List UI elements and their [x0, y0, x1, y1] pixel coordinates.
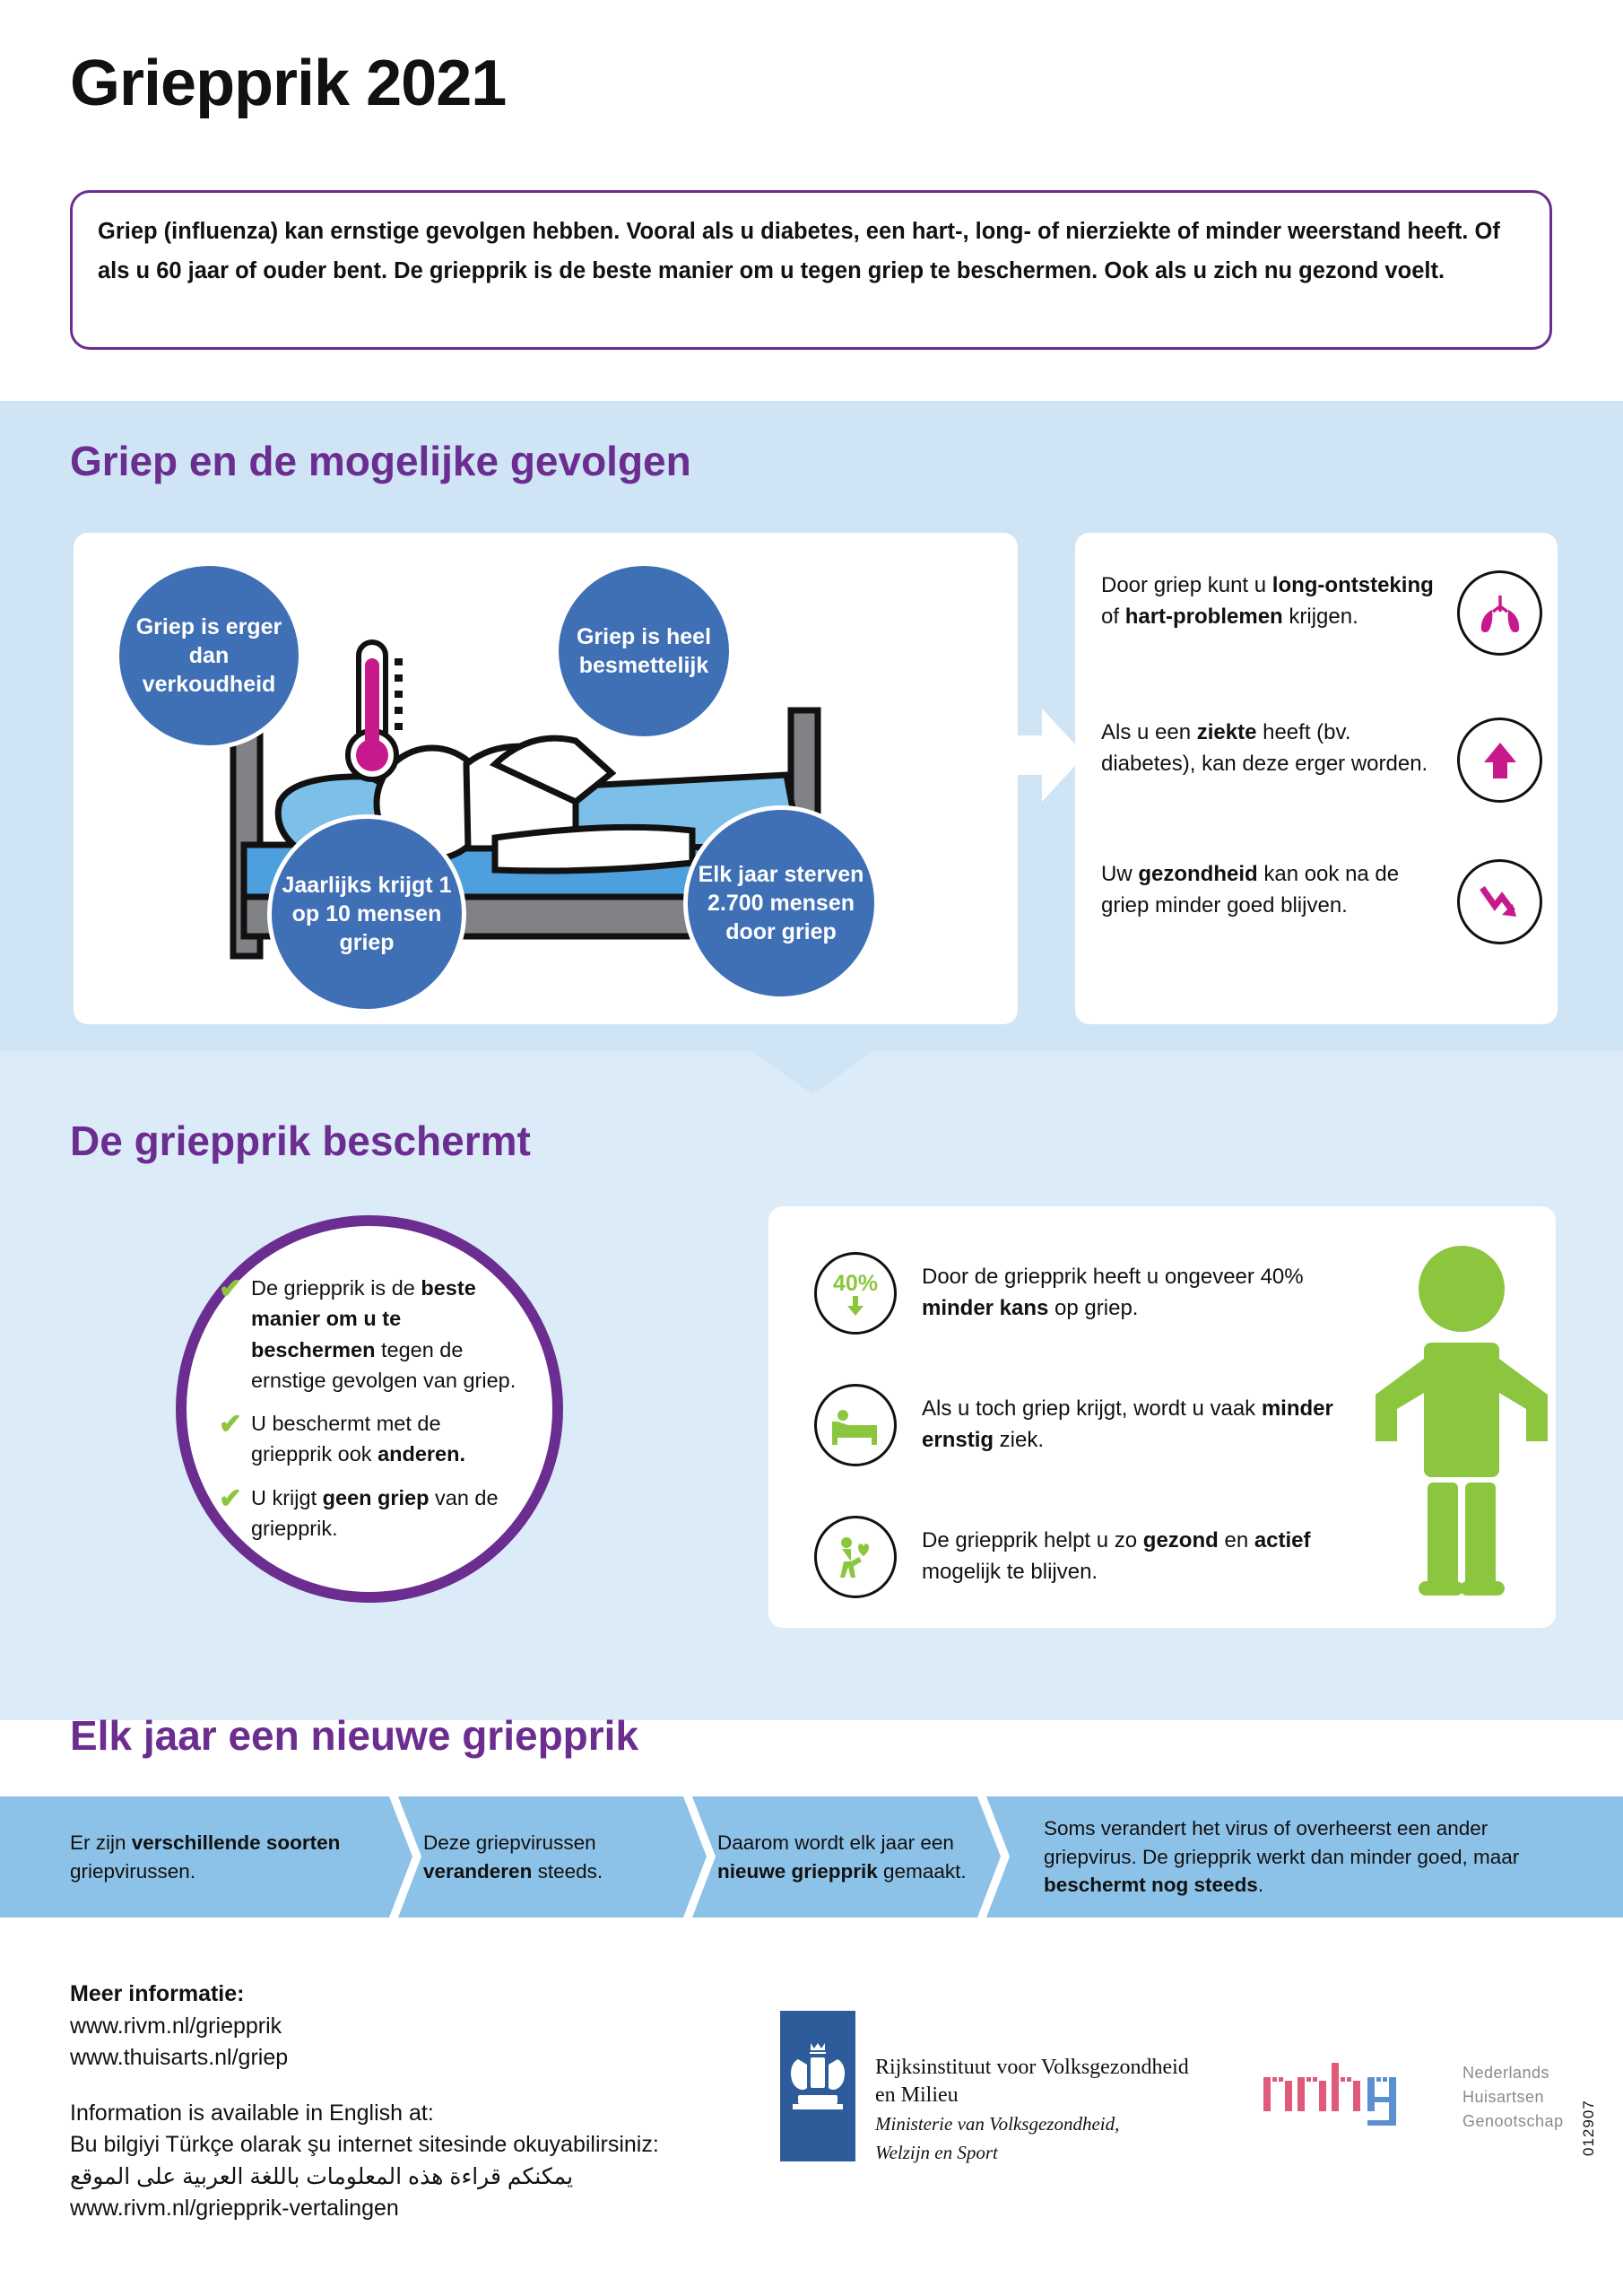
english-note: Information is available in English at: — [70, 2100, 434, 2126]
check-text: U krijgt geen griep van de griepprik. — [250, 1485, 499, 1541]
step-text: Soms verandert het virus of overheerst een ander griepvirus. De griepprik werkt dan minder goed, maar beschermt nog steeds. — [1044, 1816, 1520, 1897]
rivm-ministry-line2: Welzijn en Sport — [875, 2141, 998, 2163]
benefit-text: De griepprik helpt u zo gezond en actief mogelijk te blijven. — [922, 1528, 1311, 1584]
protection-checklist-circle — [176, 1215, 563, 1603]
arrow-up-icon — [1457, 718, 1542, 803]
rivm-crest-bar — [780, 2011, 855, 2161]
step-4-still-protects — [1044, 1796, 1564, 1918]
check-item — [219, 1273, 520, 1396]
spacer — [70, 2074, 659, 2098]
bubble-label: Griep is heel besmettelijk — [576, 624, 712, 678]
arrow-down-icon — [1457, 859, 1542, 944]
rivm-name-line1: Rijksinstituut voor Volksgezondheid — [875, 2056, 1189, 2079]
turkish-note: Bu bilgiyi Türkçe olarak şu internet sitesinde okuyabilirsiniz: — [70, 2132, 659, 2157]
page-title: Griepprik 2021 — [70, 48, 507, 119]
link-rivm-griepprik[interactable]: www.rivm.nl/griepprik — [70, 2013, 282, 2039]
check-item — [219, 1483, 520, 1544]
nhg-logo — [1262, 2054, 1564, 2140]
consequence-health-decline — [1101, 859, 1542, 944]
chevron-separator-3 — [977, 1796, 1010, 1918]
benefit-40-percent — [814, 1252, 1352, 1335]
bubble-label: Griep is erger dan verkoudheid — [135, 614, 282, 697]
bubble-label: Elk jaar sterven 2.700 mensen door griep — [698, 862, 864, 944]
step-3-new-vaccine — [717, 1796, 977, 1918]
nhg-pixel-mark-icon — [1262, 2054, 1450, 2140]
footer-links-block — [70, 1979, 659, 2225]
link-rivm-vertalingen[interactable]: www.rivm.nl/griepprik-vertalingen — [70, 2196, 399, 2221]
lungs-icon — [1457, 570, 1542, 656]
nhg-line1: Nederlands — [1462, 2063, 1550, 2082]
rivm-name-line2: en Milieu — [875, 2083, 959, 2107]
nhg-logo-text — [1462, 2061, 1564, 2134]
step-text: Deze griepvirussen veranderen steeds. — [423, 1831, 603, 1883]
benefit-healthy-active — [814, 1516, 1352, 1598]
step-text: Er zijn verschillende soorten griepvirussen. — [70, 1831, 341, 1883]
link-thuisarts-griep[interactable]: www.thuisarts.nl/griep — [70, 2045, 289, 2070]
dutch-coat-of-arms-icon — [780, 2011, 855, 2161]
percent-40-down-icon — [814, 1252, 897, 1335]
check-icon: ✔ — [219, 1273, 242, 1304]
chevron-separator-2 — [683, 1796, 716, 1918]
benefit-text: Door de griepprik heeft u ongeveer 40% minder kans op griep. — [922, 1265, 1304, 1320]
section1-heading: Griep en de mogelijke gevolgen — [70, 438, 691, 484]
consequence-text: Als u een ziekte heeft (bv. diabetes), kan deze erger worden. — [1101, 720, 1428, 776]
thermometer-icon — [348, 642, 403, 779]
section2-heading: De griepprik beschermt — [70, 1118, 531, 1164]
active-person-heart-icon — [814, 1516, 897, 1598]
nhg-line2: Huisartsen — [1462, 2087, 1545, 2106]
bubble-griep-erger — [115, 561, 303, 750]
rivm-logo — [780, 2011, 1189, 2165]
benefit-text: Als u toch griep krijgt, wordt u vaak minder ernstig ziek. — [922, 1396, 1333, 1452]
benefit-less-severe — [814, 1384, 1352, 1466]
bubble-jaarlijks-1-op-10 — [267, 814, 466, 1013]
consequence-text: Door griep kunt u long-ontsteking of hart-problemen krijgen. — [1101, 573, 1434, 629]
bubble-griep-besmettelijk — [554, 561, 733, 741]
check-icon: ✔ — [219, 1408, 242, 1440]
step-text: Daarom wordt elk jaar een nieuwe griepprik gemaakt. — [717, 1831, 967, 1883]
check-icon: ✔ — [219, 1482, 242, 1514]
intro-box — [70, 190, 1552, 350]
section3-heading: Elk jaar een nieuwe griepprik — [70, 1712, 639, 1759]
check-item — [219, 1408, 520, 1470]
rivm-ministry-line1: Ministerie van Volksgezondheid, — [875, 2113, 1120, 2135]
bubble-label: Jaarlijks krijgt 1 op 10 mensen griep — [282, 873, 452, 955]
svg-text:40%: 40% — [832, 1271, 879, 1296]
arabic-note: يمكنكم قراءة هذه المعلومات باللغة العربية على الموقع — [70, 2163, 574, 2189]
step-2-viruses-change — [423, 1796, 683, 1918]
more-info-label: Meer informatie: — [70, 1981, 245, 2006]
bed-person-icon — [814, 1384, 897, 1466]
intro-text: Griep (influenza) kan ernstige gevolgen hebben. Vooral als u diabetes, een hart-, long- of nierziekte of minder weerstand heeft. Of als u 60 jaar of ouder bent. De griepprik is de beste manier om u tegen griep te beschermen. Ook als u zich nu gezond voelt. — [98, 219, 1500, 283]
chevron-separator-1 — [389, 1796, 421, 1918]
check-text: De griepprik is de beste manier om u te beschermen tegen de ernstige gevolgen van griep. — [250, 1276, 516, 1392]
consequence-illness-worse — [1101, 718, 1542, 803]
bubble-2700-sterven — [683, 805, 879, 1001]
document-number: 012907 — [1580, 2100, 1597, 2156]
standing-person-illustration — [1345, 1242, 1578, 1601]
step-1-different-types — [70, 1796, 384, 1918]
downward-notch-divider — [751, 1051, 873, 1094]
rivm-logo-text — [875, 2054, 1189, 2165]
check-text: U beschermt met de griepprik ook anderen. — [250, 1412, 466, 1466]
consequence-text: Uw gezondheid kan ook na de griep minder goed blijven. — [1101, 862, 1400, 918]
consequence-lungs — [1101, 570, 1542, 656]
nhg-line3: Genootschap — [1462, 2111, 1564, 2130]
